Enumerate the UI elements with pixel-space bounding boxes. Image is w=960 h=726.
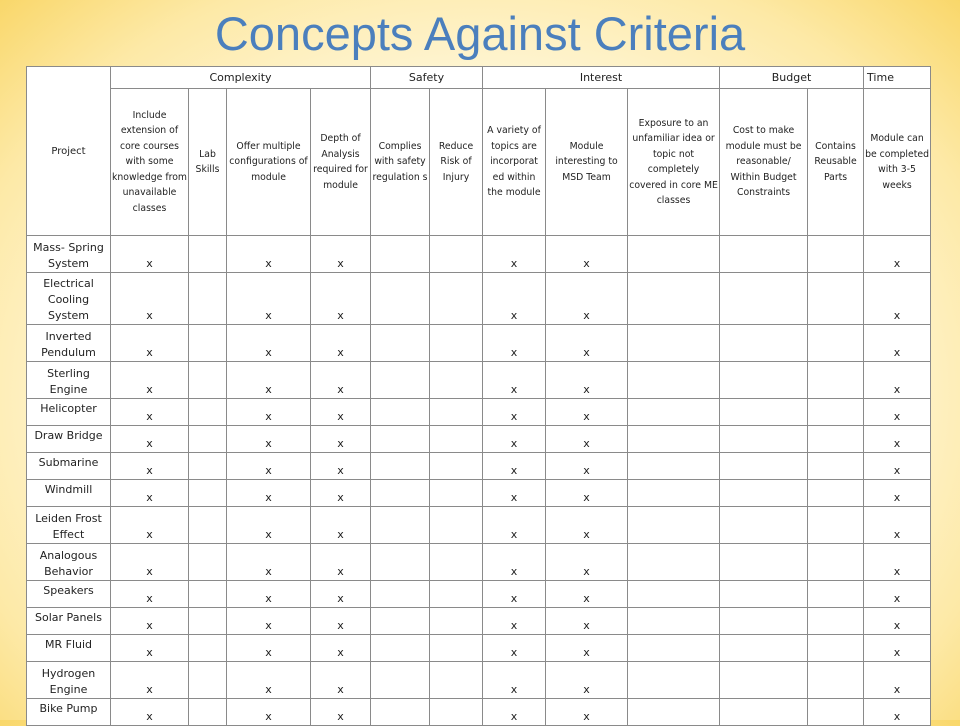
criterion-mark: x xyxy=(111,699,189,726)
criterion-mark xyxy=(189,273,227,325)
criterion-mark: x xyxy=(311,581,371,608)
criterion-mark xyxy=(808,507,864,544)
criterion-mark: x xyxy=(546,635,628,662)
criterion-mark xyxy=(808,544,864,581)
criterion-mark xyxy=(720,236,808,273)
criterion-mark: x xyxy=(227,453,311,480)
criteria-table xyxy=(26,66,931,726)
criterion-mark: x xyxy=(111,480,189,507)
criterion-mark xyxy=(808,362,864,399)
criterion-mark: x xyxy=(546,325,628,362)
category-safety: Safety xyxy=(371,67,483,89)
criterion-mark: x xyxy=(864,362,931,399)
project-name: Sterling Engine xyxy=(27,362,111,399)
page-title: Concepts Against Criteria xyxy=(214,7,746,60)
criterion-mark xyxy=(430,507,483,544)
criterion-mark xyxy=(628,325,720,362)
criterion-mark xyxy=(628,581,720,608)
criterion-mark: x xyxy=(111,662,189,699)
criterion-mark: x xyxy=(483,273,546,325)
criterion-mark: x xyxy=(227,480,311,507)
criteria-header-row xyxy=(27,89,931,236)
criterion-mark xyxy=(189,662,227,699)
criterion-mark xyxy=(430,426,483,453)
criterion-mark: x xyxy=(111,273,189,325)
criterion-mark: x xyxy=(864,635,931,662)
criterion-mark: x xyxy=(311,662,371,699)
table-row xyxy=(27,273,931,325)
criterion-mark xyxy=(371,581,430,608)
table-row xyxy=(27,544,931,581)
table-body xyxy=(27,236,931,726)
criterion-mark: x xyxy=(546,399,628,426)
criterion-mark xyxy=(371,699,430,726)
criterion-mark: x xyxy=(864,662,931,699)
table-row xyxy=(27,581,931,608)
criterion-mark: x xyxy=(546,273,628,325)
criterion-mark xyxy=(628,480,720,507)
project-name: MR Fluid xyxy=(27,635,111,662)
criterion-mark: x xyxy=(311,362,371,399)
criterion-mark xyxy=(628,635,720,662)
criterion-header: Exposure to an unfamiliar idea or topic not completely covered in core ME classes xyxy=(628,89,720,236)
project-name: Leiden Frost Effect xyxy=(27,507,111,544)
criterion-mark: x xyxy=(227,507,311,544)
table-row xyxy=(27,325,931,362)
criterion-mark xyxy=(628,399,720,426)
criterion-mark: x xyxy=(227,362,311,399)
criterion-mark: x xyxy=(311,399,371,426)
criterion-header: Complies with safety regulation s xyxy=(371,89,430,236)
criterion-mark: x xyxy=(311,426,371,453)
table-row xyxy=(27,426,931,453)
criterion-header: Offer multiple configurations of module xyxy=(227,89,311,236)
criterion-header: Cost to make module must be reasonable/ Within Budget Constraints xyxy=(720,89,808,236)
criterion-mark xyxy=(628,699,720,726)
criterion-mark xyxy=(628,426,720,453)
criterion-mark: x xyxy=(546,544,628,581)
criterion-header: Module can be completed with 3-5 weeks xyxy=(864,89,931,236)
criterion-mark xyxy=(430,608,483,635)
criterion-mark: x xyxy=(483,480,546,507)
criterion-mark xyxy=(808,699,864,726)
criterion-mark: x xyxy=(864,699,931,726)
criterion-mark xyxy=(720,426,808,453)
criterion-mark xyxy=(808,635,864,662)
criterion-mark: x xyxy=(546,236,628,273)
criterion-mark xyxy=(430,699,483,726)
criterion-mark: x xyxy=(111,325,189,362)
criterion-mark: x xyxy=(111,453,189,480)
criterion-mark xyxy=(189,362,227,399)
table-row xyxy=(27,480,931,507)
criterion-mark: x xyxy=(111,581,189,608)
project-name: Draw Bridge xyxy=(27,426,111,453)
criterion-mark: x xyxy=(546,699,628,726)
criterion-mark xyxy=(720,699,808,726)
category-interest: Interest xyxy=(483,67,720,89)
criterion-mark: x xyxy=(483,635,546,662)
criterion-mark xyxy=(371,399,430,426)
criterion-mark xyxy=(808,426,864,453)
criterion-mark xyxy=(808,273,864,325)
project-name: Solar Panels xyxy=(27,608,111,635)
criterion-mark: x xyxy=(483,507,546,544)
criterion-mark xyxy=(430,325,483,362)
criterion-mark: x xyxy=(546,453,628,480)
criterion-mark xyxy=(430,273,483,325)
criterion-mark: x xyxy=(227,236,311,273)
criterion-mark: x xyxy=(227,325,311,362)
criterion-mark: x xyxy=(546,608,628,635)
criterion-mark xyxy=(628,507,720,544)
criterion-mark xyxy=(189,426,227,453)
criterion-mark xyxy=(189,236,227,273)
criterion-mark xyxy=(430,362,483,399)
criterion-mark: x xyxy=(311,635,371,662)
criterion-mark xyxy=(720,507,808,544)
criterion-mark xyxy=(371,426,430,453)
table-row xyxy=(27,699,931,726)
criterion-mark xyxy=(720,453,808,480)
criterion-mark xyxy=(189,544,227,581)
category-complexity: Complexity xyxy=(111,67,371,89)
criterion-mark: x xyxy=(227,273,311,325)
criterion-mark: x xyxy=(227,581,311,608)
criterion-mark: x xyxy=(227,608,311,635)
criterion-mark xyxy=(371,453,430,480)
criterion-mark: x xyxy=(864,426,931,453)
criterion-mark: x xyxy=(111,635,189,662)
criterion-mark xyxy=(189,480,227,507)
criterion-mark: x xyxy=(864,544,931,581)
table-row xyxy=(27,362,931,399)
criterion-header: Module interesting to MSD Team xyxy=(546,89,628,236)
criterion-mark: x xyxy=(311,236,371,273)
criterion-mark: x xyxy=(864,325,931,362)
criterion-mark xyxy=(720,480,808,507)
criterion-mark: x xyxy=(227,662,311,699)
criterion-header: Depth of Analysis required for module xyxy=(311,89,371,236)
criterion-mark xyxy=(808,325,864,362)
criterion-mark xyxy=(430,399,483,426)
criterion-mark xyxy=(808,453,864,480)
criterion-mark xyxy=(189,453,227,480)
criterion-mark: x xyxy=(864,581,931,608)
criterion-mark: x xyxy=(227,699,311,726)
category-header-row xyxy=(27,67,931,89)
criterion-mark: x xyxy=(227,426,311,453)
criterion-mark: x xyxy=(483,699,546,726)
criterion-mark xyxy=(720,608,808,635)
criterion-mark: x xyxy=(483,325,546,362)
criterion-mark: x xyxy=(546,581,628,608)
project-name: Bike Pump xyxy=(27,699,111,726)
criterion-mark: x xyxy=(483,662,546,699)
criterion-mark: x xyxy=(111,544,189,581)
criterion-mark xyxy=(371,325,430,362)
criterion-mark: x xyxy=(311,325,371,362)
table-row xyxy=(27,236,931,273)
criterion-mark xyxy=(628,236,720,273)
criterion-mark xyxy=(371,608,430,635)
criterion-mark xyxy=(189,507,227,544)
category-time: Time xyxy=(864,67,931,89)
criterion-mark: x xyxy=(864,273,931,325)
criterion-mark: x xyxy=(311,544,371,581)
criterion-mark xyxy=(808,399,864,426)
criterion-mark xyxy=(371,480,430,507)
criterion-header: Include extension of core courses with some knowledge from unavailable classes xyxy=(111,89,189,236)
criterion-mark xyxy=(371,635,430,662)
criterion-mark xyxy=(430,480,483,507)
criterion-mark xyxy=(430,635,483,662)
criterion-mark xyxy=(808,236,864,273)
project-column-header: Project xyxy=(27,67,111,236)
criterion-mark: x xyxy=(483,236,546,273)
project-name: Electrical Cooling System xyxy=(27,273,111,325)
criterion-mark xyxy=(720,273,808,325)
criterion-mark xyxy=(628,362,720,399)
criterion-mark xyxy=(628,453,720,480)
criterion-mark: x xyxy=(311,453,371,480)
criterion-mark: x xyxy=(311,699,371,726)
table-row xyxy=(27,453,931,480)
criterion-mark: x xyxy=(227,399,311,426)
criterion-mark: x xyxy=(483,581,546,608)
criterion-header: A variety of topics are incorporat ed within the module xyxy=(483,89,546,236)
project-name: Analogous Behavior xyxy=(27,544,111,581)
table-row xyxy=(27,635,931,662)
criterion-mark xyxy=(430,453,483,480)
criterion-mark xyxy=(808,608,864,635)
criterion-mark: x xyxy=(111,236,189,273)
criterion-mark xyxy=(430,544,483,581)
criterion-mark: x xyxy=(483,362,546,399)
criterion-mark: x xyxy=(311,273,371,325)
project-name: Hydrogen Engine xyxy=(27,662,111,699)
project-name: Speakers xyxy=(27,581,111,608)
criterion-mark xyxy=(720,362,808,399)
criterion-mark: x xyxy=(546,362,628,399)
criterion-mark xyxy=(430,236,483,273)
project-name: Submarine xyxy=(27,453,111,480)
criterion-mark xyxy=(808,480,864,507)
criterion-mark xyxy=(189,399,227,426)
criterion-mark: x xyxy=(227,544,311,581)
criterion-mark: x xyxy=(111,399,189,426)
criterion-mark xyxy=(371,236,430,273)
criterion-mark: x xyxy=(111,426,189,453)
criterion-mark xyxy=(371,544,430,581)
criterion-mark xyxy=(189,635,227,662)
criterion-mark xyxy=(371,362,430,399)
category-budget: Budget xyxy=(720,67,864,89)
criterion-mark xyxy=(628,608,720,635)
criterion-mark: x xyxy=(483,426,546,453)
project-name: Windmill xyxy=(27,480,111,507)
criterion-header: Reduce Risk of Injury xyxy=(430,89,483,236)
criterion-mark: x xyxy=(483,453,546,480)
criterion-mark: x xyxy=(111,362,189,399)
criterion-mark xyxy=(371,507,430,544)
criterion-mark: x xyxy=(546,507,628,544)
criterion-mark xyxy=(720,325,808,362)
project-name: Mass- Spring System xyxy=(27,236,111,273)
criterion-mark: x xyxy=(546,662,628,699)
criterion-mark xyxy=(371,273,430,325)
criterion-mark xyxy=(189,608,227,635)
table-row xyxy=(27,399,931,426)
criterion-mark xyxy=(720,399,808,426)
criterion-mark xyxy=(189,325,227,362)
criterion-mark: x xyxy=(483,399,546,426)
criterion-mark xyxy=(189,699,227,726)
criterion-mark xyxy=(628,273,720,325)
criterion-header: Lab Skills xyxy=(189,89,227,236)
criterion-mark: x xyxy=(111,608,189,635)
criterion-header: Contains Reusable Parts xyxy=(808,89,864,236)
criterion-mark: x xyxy=(864,453,931,480)
criterion-mark xyxy=(628,544,720,581)
criterion-mark xyxy=(720,581,808,608)
project-name: Inverted Pendulum xyxy=(27,325,111,362)
table-row xyxy=(27,507,931,544)
criterion-mark xyxy=(808,581,864,608)
criterion-mark xyxy=(720,544,808,581)
criterion-mark xyxy=(808,662,864,699)
criterion-mark xyxy=(430,662,483,699)
criterion-mark: x xyxy=(227,635,311,662)
criterion-mark: x xyxy=(546,480,628,507)
project-name: Helicopter xyxy=(27,399,111,426)
criterion-mark xyxy=(371,662,430,699)
table-row xyxy=(27,608,931,635)
criterion-mark: x xyxy=(864,399,931,426)
criterion-mark: x xyxy=(864,608,931,635)
criterion-mark: x xyxy=(311,507,371,544)
criterion-mark xyxy=(189,581,227,608)
criterion-mark: x xyxy=(864,507,931,544)
criterion-mark: x xyxy=(864,480,931,507)
criterion-mark: x xyxy=(483,608,546,635)
criterion-mark: x xyxy=(111,507,189,544)
criterion-mark: x xyxy=(864,236,931,273)
criterion-mark xyxy=(430,581,483,608)
table-row xyxy=(27,662,931,699)
criterion-mark xyxy=(720,662,808,699)
criterion-mark: x xyxy=(311,480,371,507)
criterion-mark: x xyxy=(546,426,628,453)
criterion-mark xyxy=(628,662,720,699)
criterion-mark: x xyxy=(483,544,546,581)
criterion-mark xyxy=(720,635,808,662)
criterion-mark: x xyxy=(311,608,371,635)
